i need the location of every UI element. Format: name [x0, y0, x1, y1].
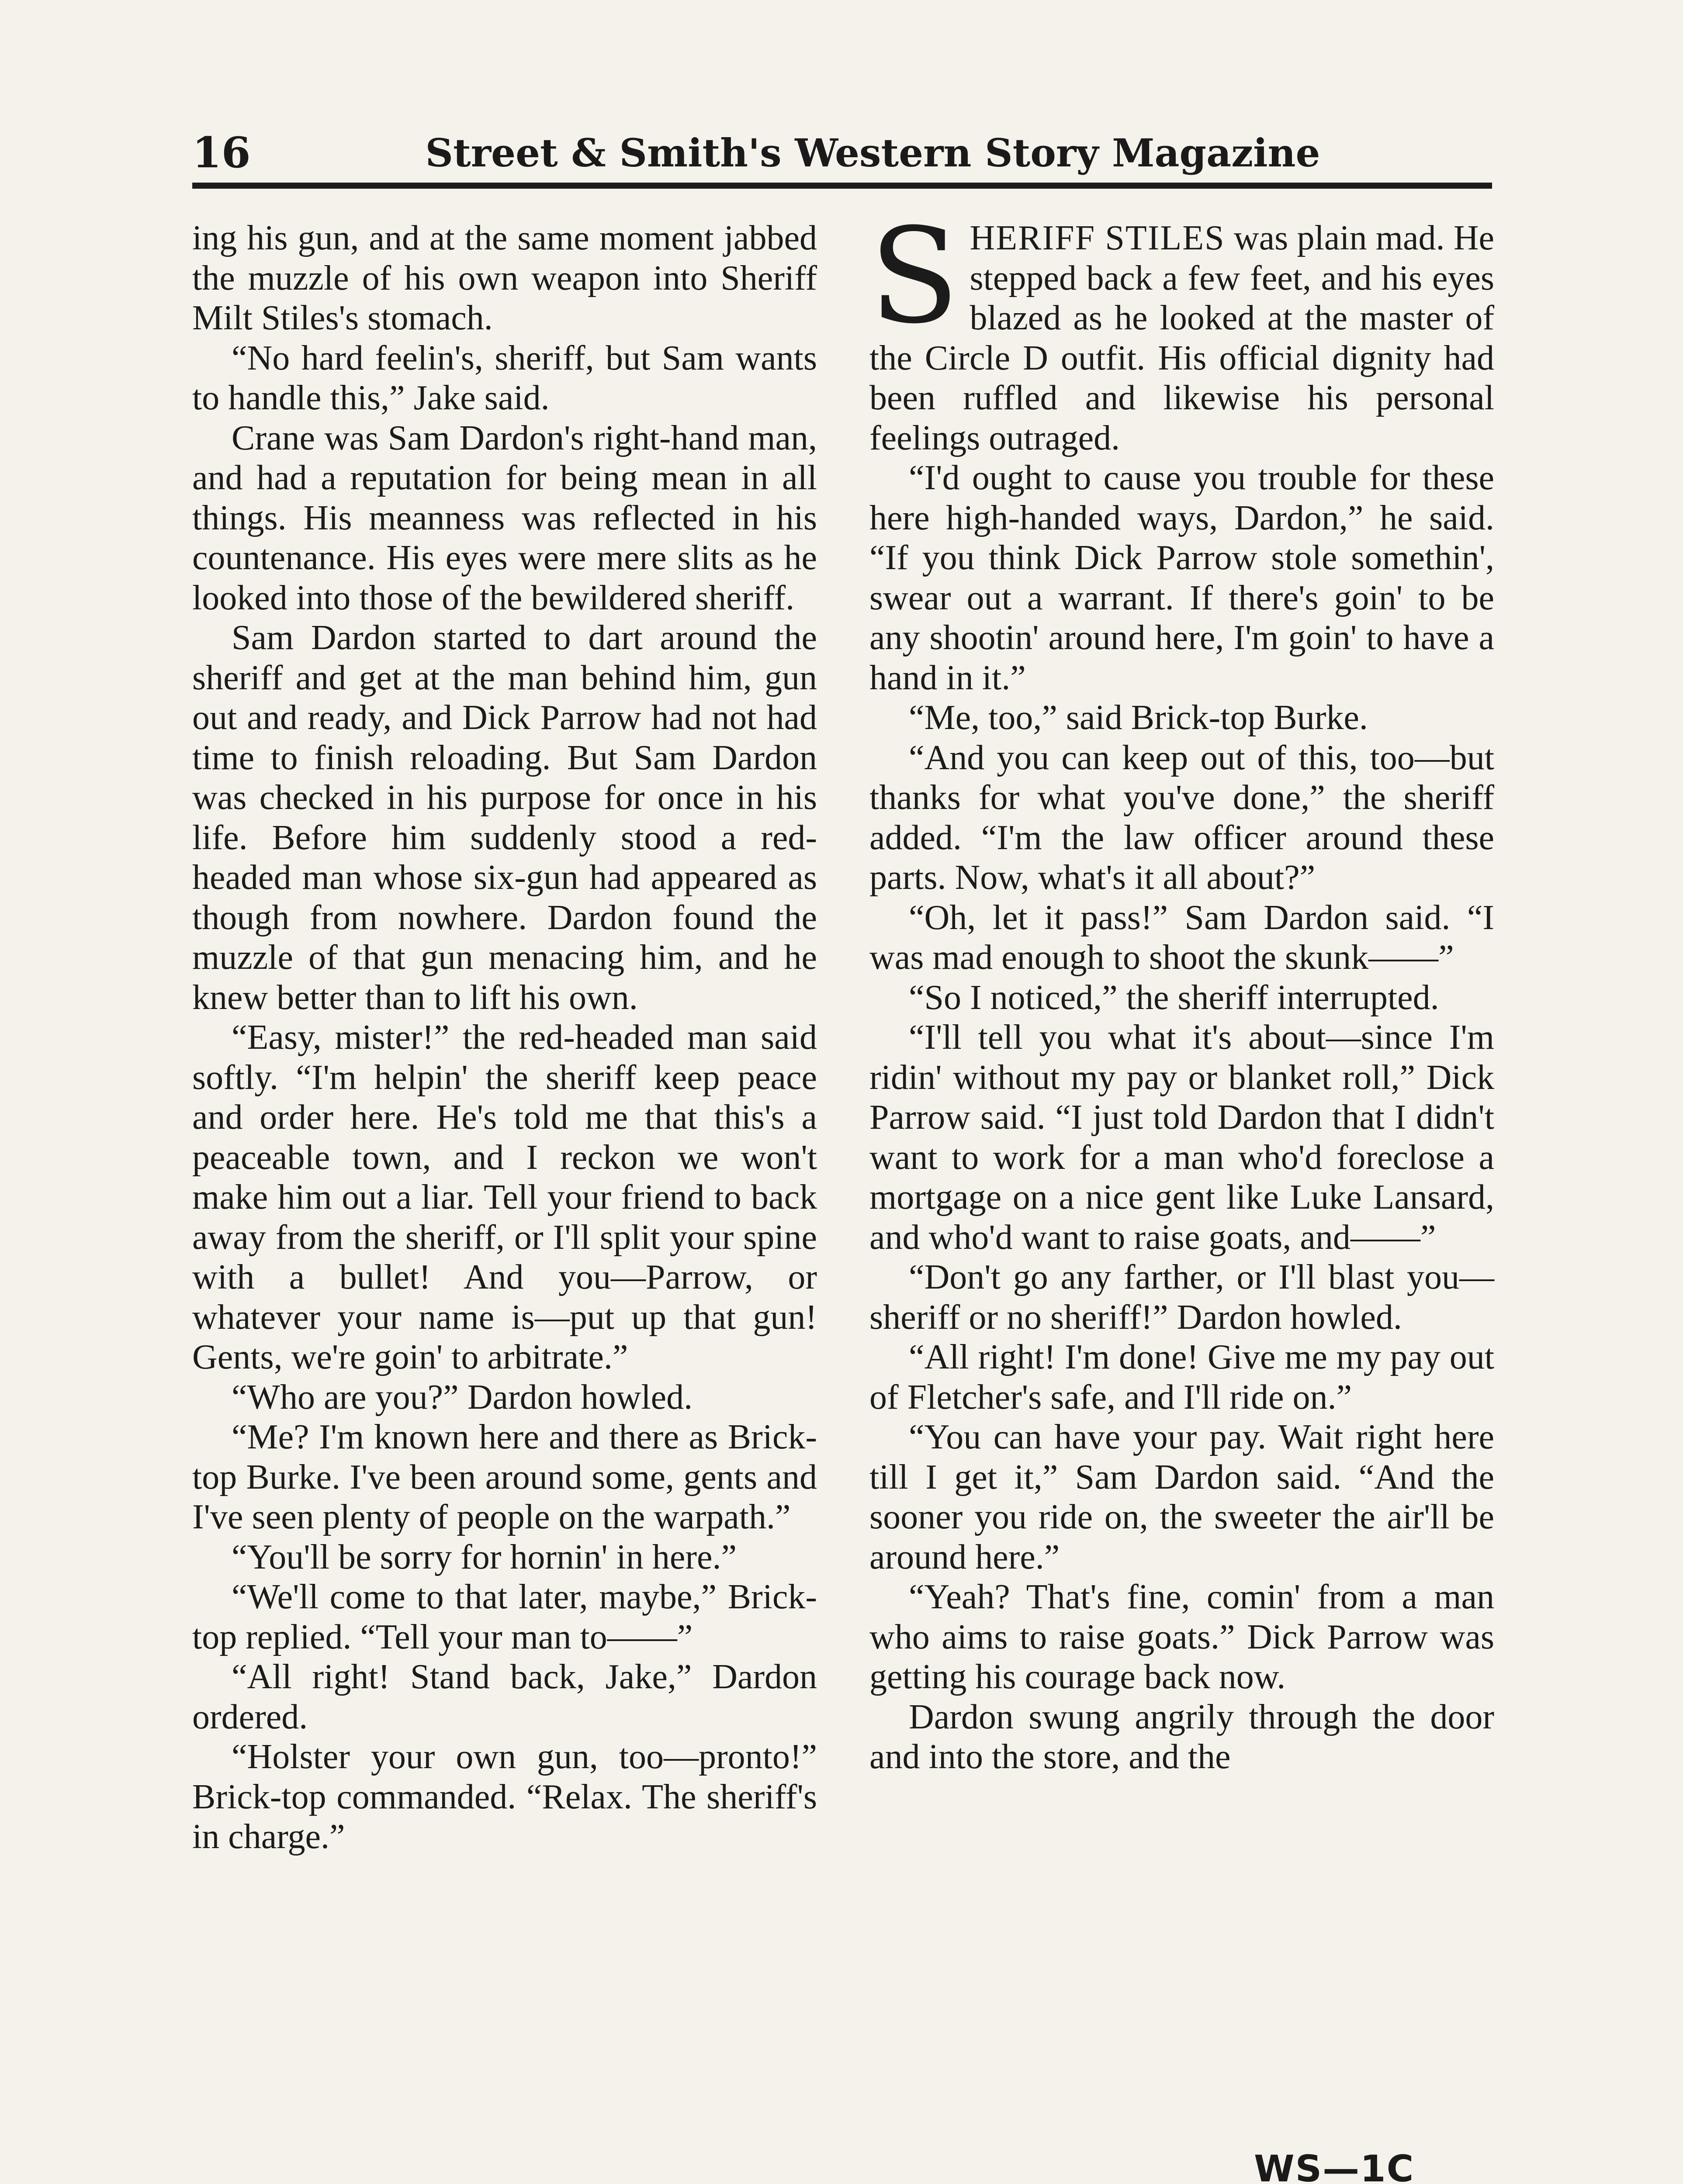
paragraph: “No hard feelin's, sheriff, but Sam wants to handle this,” Jake said. — [192, 339, 817, 417]
drop-cap: S — [869, 200, 959, 352]
paragraph: “Me, too,” said Brick-top Burke. — [909, 698, 1368, 737]
paragraph: “All right! Stand back, Jake,” Dardon ordered. — [192, 1658, 817, 1736]
signature-mark: WS—1C — [1254, 2147, 1415, 2184]
paragraph: “Who are you?” Dardon howled. — [232, 1378, 693, 1417]
paragraph: “All right! I'm done! Give me my pay out of Fletcher's safe, and I'll ride on.” — [869, 1338, 1494, 1417]
paragraph: “Me? I'm known here and there as Brick-top Burke. I've been around some, gents and I've seen plenty of people on the warpath.” — [192, 1418, 817, 1536]
right-column — [869, 200, 1495, 1777]
paragraph: “You can have your pay. Wait right here till I get it,” Sam Dardon said. “And the sooner you ride on, the sweeter the air'll be around here.” — [869, 1418, 1494, 1576]
paragraph: “You'll be sorry for hornin' in here.” — [232, 1538, 737, 1576]
paragraph: “And you can keep out of this, too—but thanks for what you've done,” the sheriff added. “I'm the law officer around these parts. Now, what's it all about?” — [869, 738, 1494, 897]
paragraph: “We'll come to that later, maybe,” Brick-top replied. “Tell your man to——” — [192, 1578, 817, 1656]
page-number: 16 — [192, 128, 251, 177]
opening-text: was plain mad. He stepped back a few feet, and his eyes blazed as he looked at the master of the Circle D outfit. His official dignity had been ruffled and likewise his personal feelings outraged. — [869, 219, 1495, 457]
opening-caps: HERIFF STILES — [970, 219, 1225, 257]
paragraph: “So I noticed,” the sheriff interrupted. — [909, 978, 1439, 1017]
paragraph: “Yeah? That's fine, comin' from a man who aims to raise goats.” Dick Parrow was getting his courage back now. — [869, 1578, 1494, 1696]
paragraph: Crane was Sam Dardon's right-hand man, and had a reputation for being mean in all things. His meanness was reflected in his countenance. His eyes were mere slits as he looked into those of the bewildered sheriff. — [192, 418, 817, 617]
paragraph: Sam Dardon started to dart around the sheriff and get at the man behind him, gun out and ready, and Dick Parrow had not had time to finish reloading. But Sam Dardon was checked in his purpose for once in his life. Before him suddenly stood a red-headed man whose six-gun had appeared as though from nowhere. Dardon found the muzzle of that gun menacing him, and he knew better than to lift his own. — [192, 619, 817, 1017]
paragraph: “Don't go any farther, or I'll blast you—sheriff or no sheriff!” Dardon howled. — [869, 1258, 1494, 1337]
page-header — [192, 127, 1492, 188]
running-head: Street & Smith's Western Story Magazine — [425, 130, 1320, 176]
paragraph: “Oh, let it pass!” Sam Dardon said. “I was mad enough to shoot the skunk——” — [869, 898, 1494, 977]
left-column — [192, 218, 817, 1857]
paragraph: ing his gun, and at the same moment jabbed the muzzle of his own weapon into Sheriff Milt Stiles's stomach. — [192, 219, 817, 337]
paragraph: Dardon swung angrily through the door and into the store, and the — [869, 1697, 1494, 1776]
header-rule — [192, 183, 1492, 189]
paragraph: “I'd ought to cause you trouble for these here high-handed ways, Dardon,” he said. “If you think Dick Parrow stole somethin', swear out a warrant. If there's goin' to be any shootin' around here, I'm goin' to have a hand in it.” — [869, 459, 1494, 697]
opening-paragraph — [869, 200, 1495, 458]
paragraph: “Easy, mister!” the red-headed man said softly. “I'm helpin' the sheriff keep peace and order here. He's told me that this's a peaceable town, and I reckon we won't make him out a liar. Tell your friend to back away from the sheriff, or I'll split your spine with a bullet! And you—Parrow, or whatever your name is—put up that gun! Gents, we're goin' to arbitrate.” — [192, 1018, 817, 1376]
paragraph: “I'll tell you what it's about—since I'm ridin' without my pay or blanket roll,” Dick Parrow said. “I just told Dardon that I didn't want to work for a man who'd foreclose a mortgage on a nice gent like Luke Lansard, and who'd want to raise goats, and——” — [869, 1018, 1494, 1257]
paragraph: “Holster your own gun, too—pronto!” Brick-top commanded. “Relax. The sheriff's in charge.” — [192, 1738, 817, 1856]
